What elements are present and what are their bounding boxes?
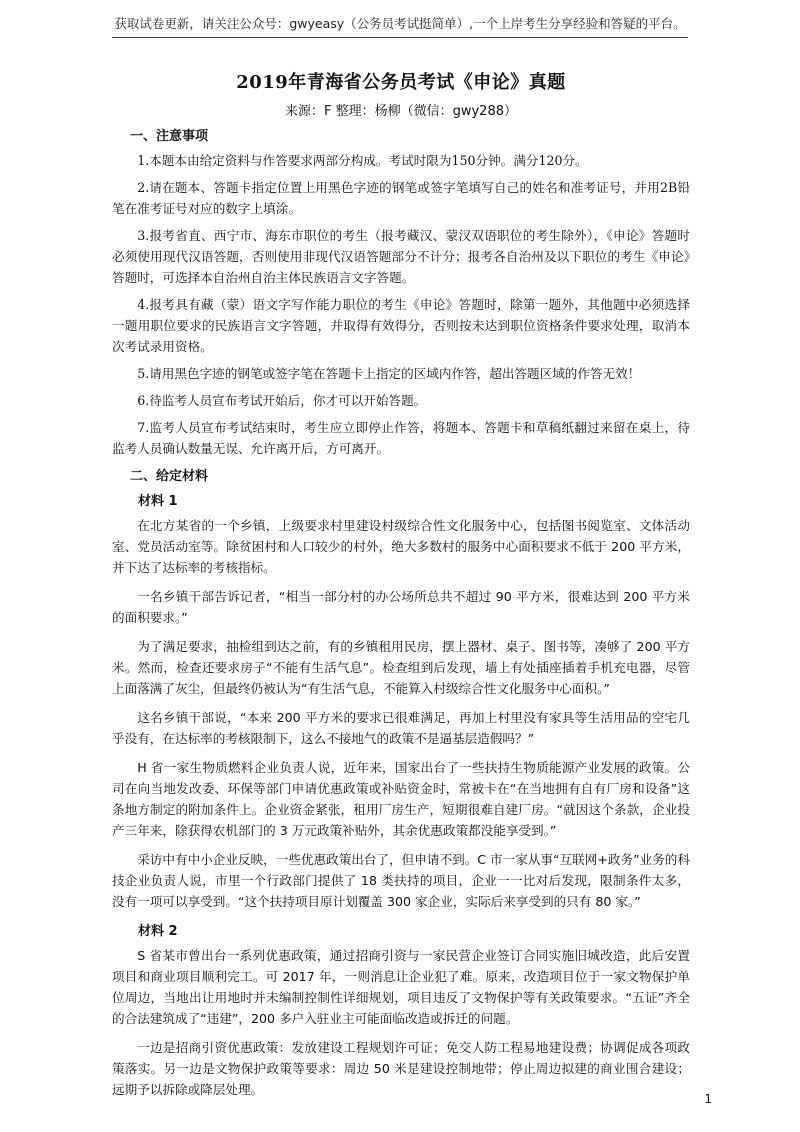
material-paragraph: S 省某市曾出台一系列优惠政策，通过招商引资与一家民营企业签订合同实施旧城改造，此后安置项目和商业项目顺利完工。可 2017 年，一则消息让企业犯了难。原来，改造项目位于一家文物保护单位周边，当地出让用地时并未编制控制性详细规划，项目违反了文物保护等有关政策要求。“五证”齐全的合法建筑成了“违建”，200 多户入驻业主可能面临改造或拆迁的问题。 — [112, 948, 690, 1026]
material-paragraph: 这名乡镇干部说，“本来 200 平方米的要求已很难满足，再加上村里没有家具等生活用品的空宅几乎没有，在达标率的考核限制下，这么不接地气的政策不是逼基层造假吗？” — [112, 710, 690, 746]
note-item: 5.请用黑色字迹的钢笔或签字笔在答题卡上指定的区域内作答，超出答题区域的作答无效！ — [137, 366, 641, 381]
note-item: 7.监考人员宣布考试结束时，考生应立即停止作答，将题本、答题卡和草稿纸翻过来留在桌上，待监考人员确认数量无误、允许离开后，方可离开。 — [112, 420, 690, 456]
document-source: 来源：F 整理：杨柳（微信：gwy288） — [284, 104, 517, 119]
material-paragraph: 为了满足要求，抽检组到达之前，有的乡镇租用民房，摆上器材、桌子、图书等，凑够了 200 平方米。然而，检查还要求房子“不能有生活气息”。检查组到后发现，墙上有处插座插着手机充电器，尽管上面落满了灰尘，但最终仍被认为“有生活气息，不能算入村级综合性文化服务中心面积。” — [112, 639, 690, 696]
material-paragraph: 在北方某省的一个乡镇，上级要求村里建设村级综合性文化服务中心，包括图书阅览室、文体活动室、党员活动室等。除贫困村和人口较少的村外，绝大多数村的服务中心面积要求不低于 200 平方米，并下达了达标率的考核指标。 — [112, 518, 690, 575]
material-paragraph: 一名乡镇干部告诉记者，“相当一部分村的办公场所总共不超过 90 平方米，很难达到 200 平方米的面积要求。” — [112, 589, 690, 625]
note-item: 4.报考具有藏（蒙）语文字写作能力职位的考生《申论》答题时，除第一题外，其他题中必须选择一题用职位要求的民族语言文字答题，并取得有效得分，否则按未达到职位资格条件要求处理，取消本次考试录用资格。 — [112, 297, 690, 354]
page-header-notice: 获取试卷更新，请关注公众号：gwyeasy（公务员考试挺简单）,一个上岸考生分享经验和答疑的平台。 — [114, 16, 686, 31]
material-paragraph: 采访中有中小企业反映，一些优惠政策出台了，但申请不到。C 市一家从事“互联网+政务”业务的科技企业负责人说，市里一个行政部门提供了 18 类扶持的项目，企业一一比对后发现，限制条件太多，没有一项可以享受到。“这个扶持项目原计划覆盖 300 家企业，实际后来享受到的只有 80 家。” — [112, 852, 690, 909]
note-item: 6.待监考人员宣布考试开始后，你才可以开始答题。 — [137, 393, 427, 408]
material-paragraph: 一边是招商引资优惠政策：发放建设工程规划许可证；免交人防工程易地建设费；协调促成各项政策落实。另一边是文物保护政策等要求：周边 50 米是建设控制地带；停止周边拟建的商业围合建设；远期予以拆除或降层处理。 — [112, 1040, 690, 1097]
document-title: 2019年青海省公务员考试《申论》真题 — [236, 72, 566, 93]
material-paragraph: H 省一家生物质燃料企业负责人说，近年来，国家出台了一些扶持生物质能源产业发展的政策。公司在向当地发改委、环保等部门申请优惠政策或补贴资金时，常被卡在“在当地拥有自有厂房和设备”这条地方制定的附加条件上。企业资金紧张，租用厂房生产，短期很难自建厂房。“就因这个条款，企业投产三年来，除获得农机部门的 3 万元政策补贴外，其余优惠政策都没能享受到。” — [112, 760, 690, 838]
document-body — [112, 58, 690, 1108]
section-heading-notes: 一、注意事项 — [130, 129, 209, 144]
section-heading-materials: 二、给定材料 — [130, 469, 209, 484]
header-divider — [112, 37, 688, 38]
material-1-title: 材料 1 — [138, 494, 178, 509]
material-2-title: 材料 2 — [138, 924, 178, 939]
note-item: 3.报考省直、西宁市、海东市职位的考生（报考藏汉、蒙汉双语职位的考生除外），《申论》答题时必须使用现代汉语答题，否则使用非现代汉语答题部分不计分；报考各自治州及以下职位的考生《申论》答题时，可选择本自治州自治主体民族语言文字答题。 — [112, 228, 690, 285]
page-number: 1 — [704, 1092, 712, 1106]
note-item: 1.本题本由给定资料与作答要求两部分构成。考试时限为150分钟。满分120分。 — [137, 153, 588, 168]
note-item: 2.请在题本、答题卡指定位置上用黑色字迹的钢笔或签字笔填写自己的姓名和准考证号，并用2B铅笔在准考证号对应的数字上填涂。 — [112, 180, 690, 216]
